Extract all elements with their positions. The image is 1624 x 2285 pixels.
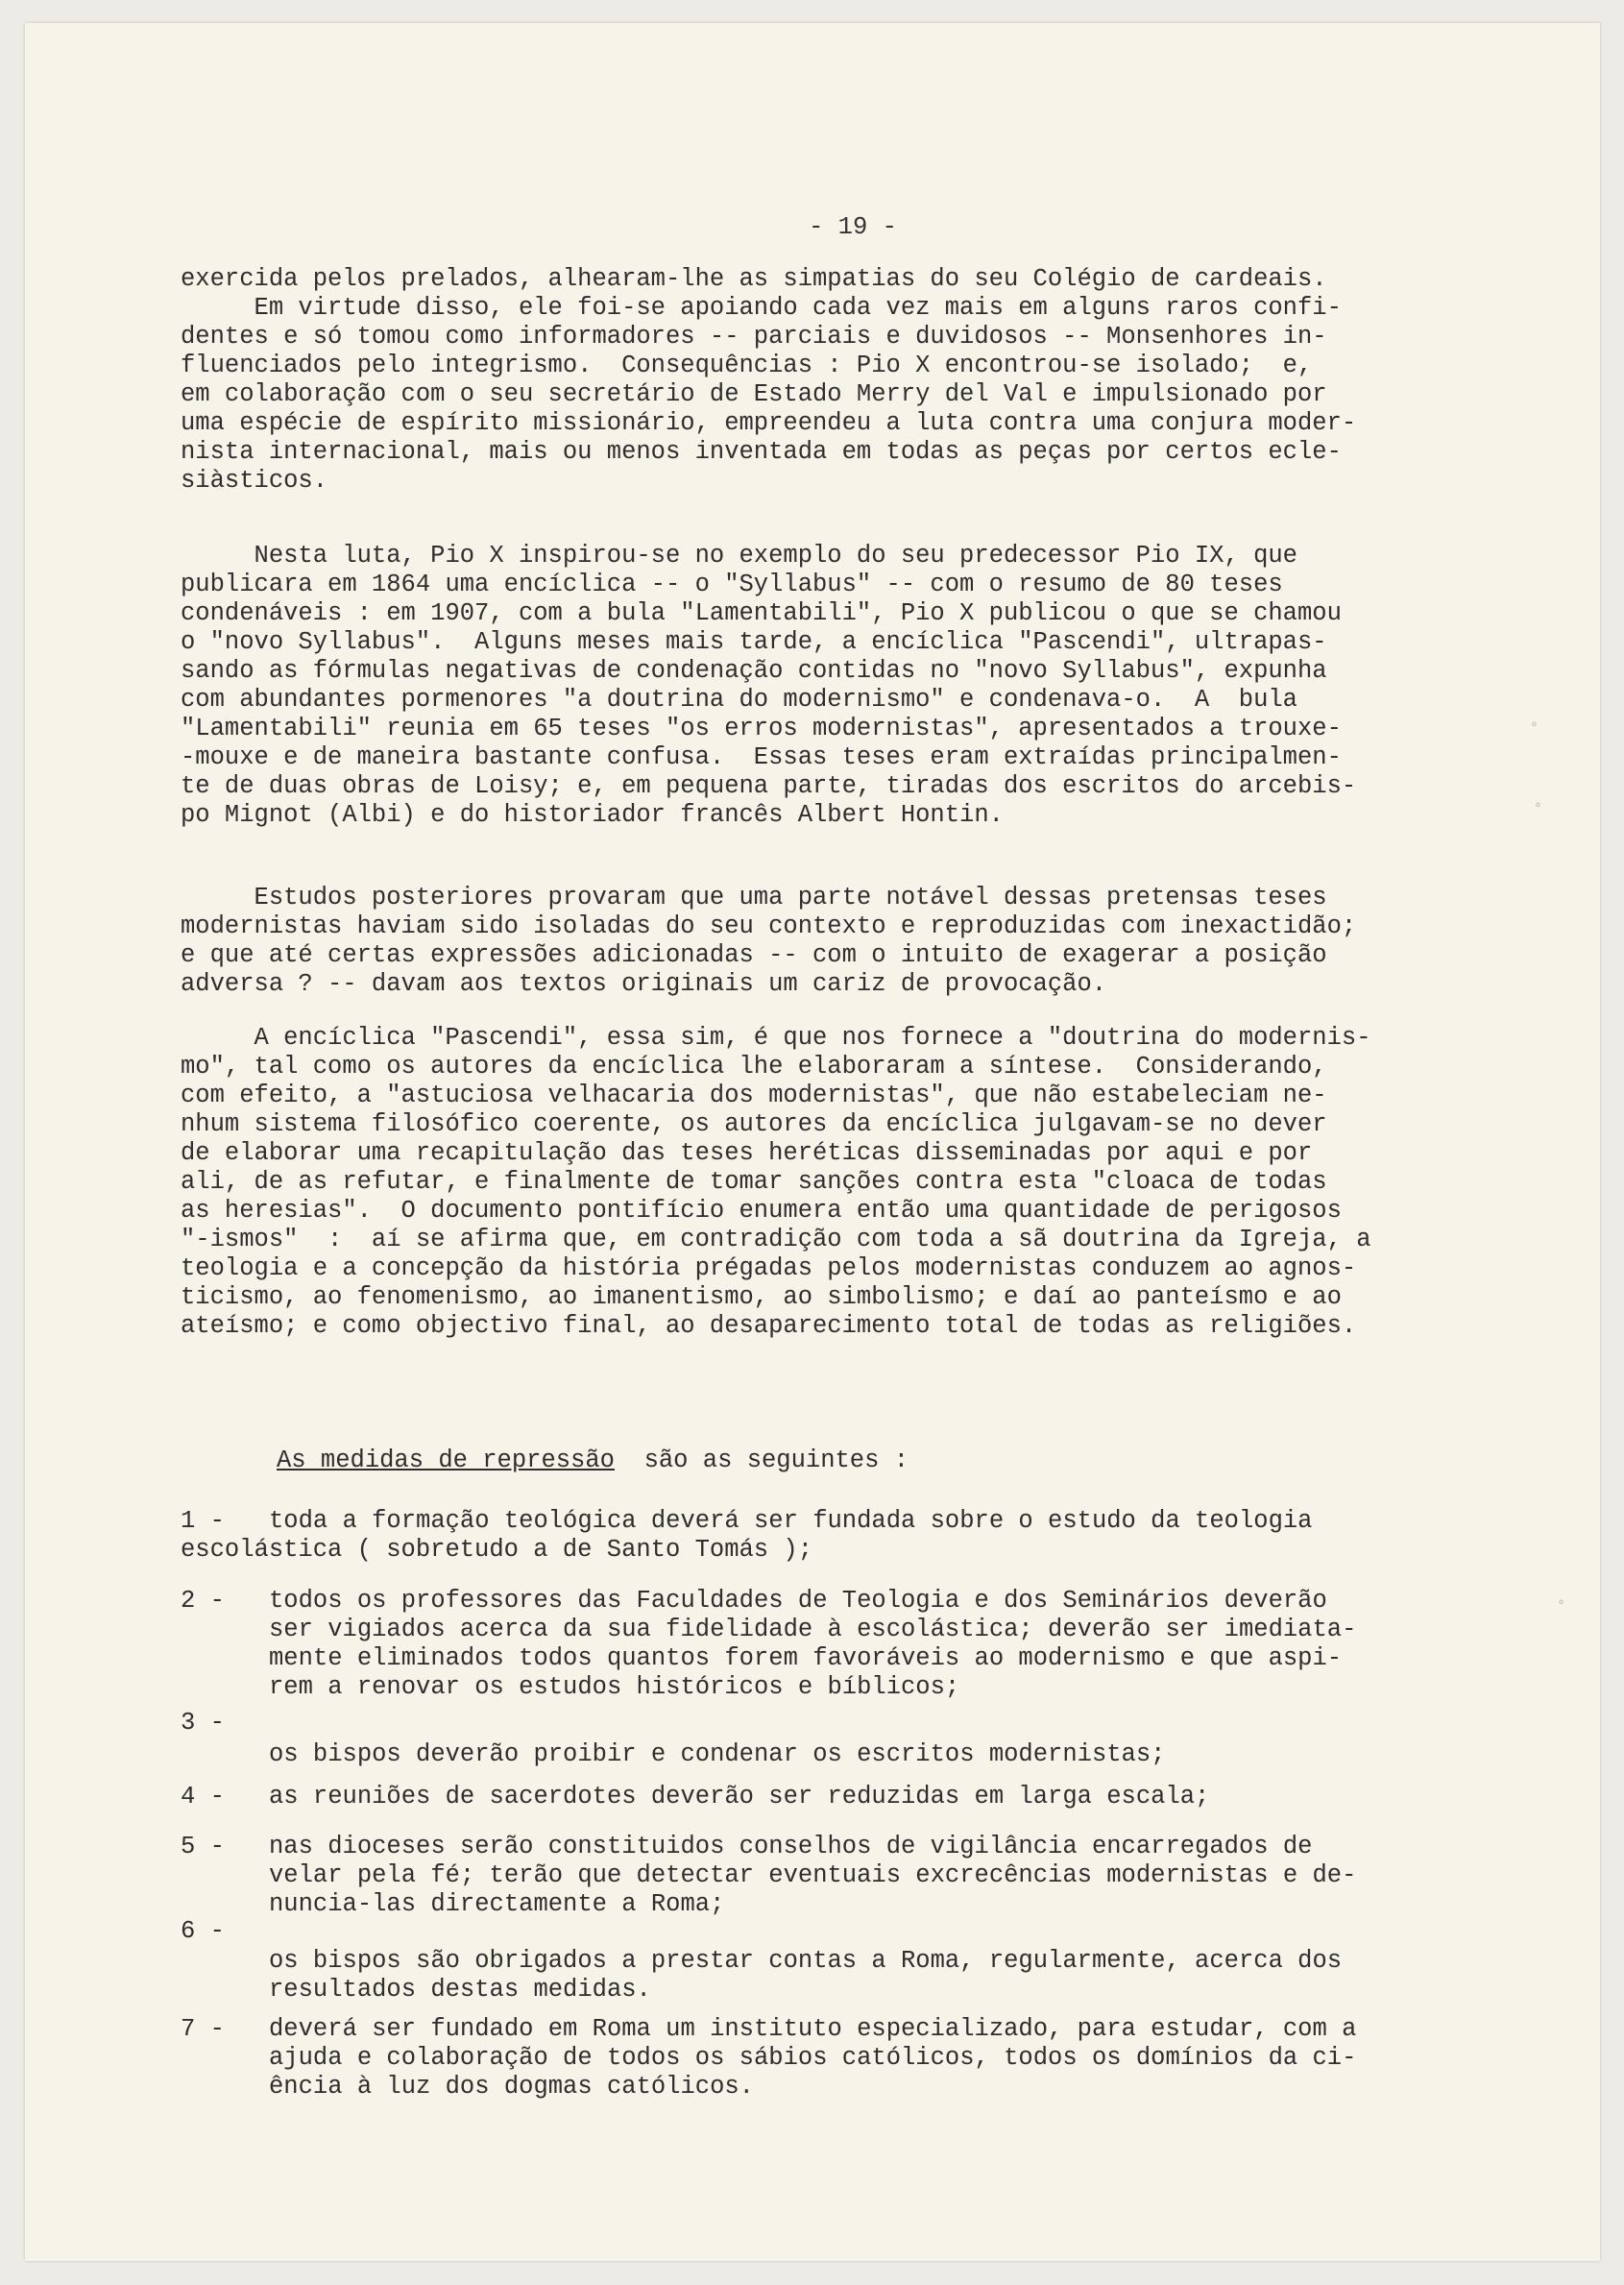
measure-number: 7 - xyxy=(181,2015,225,2043)
measure-line: nuncia-las directamente a Roma; xyxy=(269,1890,725,1918)
paragraph-line: "Lamentabili" reunia em 65 teses "os erros modernistas", apresentados a trouxe- xyxy=(181,715,1342,742)
measure-line: ência à luz dos dogmas católicos. xyxy=(269,2073,754,2101)
measures-heading-rest: são as seguintes : xyxy=(614,1446,909,1474)
paragraph-line: em colaboração com o seu secretário de Estado Merry del Val e impulsionado por xyxy=(181,380,1327,408)
measure-line: ser vigiados acerca da sua fidelidade à escolástica; deverão ser imediata- xyxy=(269,1616,1357,1643)
paragraph-line: modernistas haviam sido isoladas do seu contexto e reproduzidas com inexactidão; xyxy=(181,912,1357,940)
measure-line: os bispos deverão proibir e condenar os escritos modernistas; xyxy=(269,1740,1166,1768)
measures-heading-underlined: As medidas de repressão xyxy=(277,1446,615,1474)
measure-number: 3 - xyxy=(181,1709,225,1737)
paragraph-line: ticismo, ao fenomenismo, ao imanentismo, ao simbolismo; e daí ao panteísmo e ao xyxy=(181,1283,1342,1311)
paragraph-line: com efeito, a "astuciosa velhacaria dos modernistas", que não estabeleciam ne- xyxy=(181,1082,1327,1109)
margin-dot: ° xyxy=(1535,801,1541,816)
paragraph-line: exercida pelos prelados, alhearam-lhe as simpatias do seu Colégio de cardeais. xyxy=(181,265,1327,293)
measure-line: mente eliminados todos quantos forem favoráveis ao modernismo e que aspi- xyxy=(269,1644,1343,1672)
measure-line: todos os professores das Faculdades de Teologia e dos Seminários deverão xyxy=(269,1587,1327,1615)
measure-line: deverá ser fundado em Roma um instituto especializado, para estudar, com a xyxy=(269,2015,1357,2043)
document-page xyxy=(25,23,1600,2261)
measure-line: ajuda e colaboração de todos os sábios católicos, todos os domínios da ci- xyxy=(269,2044,1357,2072)
paragraph-line: sando as fórmulas negativas de condenação contidas no "novo Syllabus", expunha xyxy=(181,657,1327,685)
paragraph-line: de elaborar uma recapitulação das teses heréticas disseminadas por aqui e por xyxy=(181,1139,1313,1167)
paragraph-line: dentes e só tomou como informadores -- parciais e duvidosos -- Monsenhores in- xyxy=(181,323,1327,351)
measure-line: as reuniões de sacerdotes deverão ser reduzidas em larga escala; xyxy=(269,1783,1210,1811)
measure-line: toda a formação teológica deverá ser fundada sobre o estudo da teologia xyxy=(269,1507,1313,1535)
paragraph-line: as heresias". O documento pontifício enumera então uma quantidade de perigosos xyxy=(181,1197,1342,1225)
measure-number: 6 - xyxy=(181,1917,225,1945)
paragraph-line: teologia e a concepção da história prégadas pelos modernistas conduzem ao agnos- xyxy=(181,1254,1357,1282)
measures-heading xyxy=(277,1446,909,1475)
measure-line: escolástica ( sobretudo a de Santo Tomás ); xyxy=(181,1536,813,1564)
measure-number: 4 - xyxy=(181,1783,225,1811)
paragraph-line: mo", tal como os autores da encíclica lhe elaboraram a síntese. Considerando, xyxy=(181,1053,1327,1081)
paragraph-line: Em virtude disso, ele foi-se apoiando cada vez mais em alguns raros confi- xyxy=(181,294,1342,322)
paragraph-line: adversa ? -- davam aos textos originais um cariz de provocação. xyxy=(181,970,1107,998)
paragraph-line: o "novo Syllabus". Alguns meses mais tarde, a encíclica "Pascendi", ultrapas- xyxy=(181,628,1327,656)
measure-number: 1 - xyxy=(181,1507,225,1535)
measure-line: velar pela fé; terão que detectar eventuais excrecências modernistas e de- xyxy=(269,1861,1357,1889)
measure-line: rem a renovar os estudos históricos e bíblicos; xyxy=(269,1673,960,1701)
paragraph-line: uma espécie de espírito missionário, empreendeu a luta contra uma conjura moder- xyxy=(181,409,1357,437)
paragraph-line: po Mignot (Albi) e do historiador francês Albert Hontin. xyxy=(181,801,1004,829)
measure-number: 2 - xyxy=(181,1587,225,1615)
paragraph-line: "-ismos" : aí se afirma que, em contradição com toda a sã doutrina da Igreja, a xyxy=(181,1226,1371,1253)
paragraph-line: nhum sistema filosófico coerente, os autores da encíclica julgavam-se no dever xyxy=(181,1110,1327,1138)
paragraph-line: Estudos posteriores provaram que uma parte notável dessas pretensas teses xyxy=(181,884,1327,912)
measure-line: resultados destas medidas. xyxy=(269,1976,651,2004)
paragraph-line: fluenciados pelo integrismo. Consequências : Pio X encontrou-se isolado; e, xyxy=(181,352,1313,379)
measure-line: nas dioceses serão constituidos conselhos de vigilância encarregados de xyxy=(269,1833,1313,1860)
paragraph-line: Nesta luta, Pio X inspirou-se no exemplo do seu predecessor Pio IX, que xyxy=(181,542,1297,570)
page-number: - 19 - xyxy=(809,213,897,241)
paragraph-line: -mouxe e de maneira bastante confusa. Essas teses eram extraídas principalmen- xyxy=(181,743,1342,771)
paragraph-line: ali, de as refutar, e finalmente de tomar sanções contra esta "cloaca de todas xyxy=(181,1168,1327,1196)
paragraph-line: e que até certas expressões adicionadas -- com o intuito de exagerar a posição xyxy=(181,941,1327,969)
margin-dot: ° xyxy=(1531,720,1538,736)
paragraph-line: com abundantes pormenores "a doutrina do modernismo" e condenava-o. A bula xyxy=(181,686,1297,714)
measure-line: os bispos são obrigados a prestar contas a Roma, regularmente, acerca dos xyxy=(269,1947,1343,1975)
margin-dot: ° xyxy=(1558,1598,1564,1614)
paragraph-line: A encíclica "Pascendi", essa sim, é que nos fornece a "doutrina do modernis- xyxy=(181,1024,1371,1052)
paragraph-line: te de duas obras de Loisy; e, em pequena parte, tiradas dos escritos do arcebis- xyxy=(181,772,1357,800)
paragraph-line: ateísmo; e como objectivo final, ao desaparecimento total de todas as religiões. xyxy=(181,1312,1357,1340)
paragraph-line: condenáveis : em 1907, com a bula "Lamentabili", Pio X publicou o que se chamou xyxy=(181,599,1342,627)
paragraph-line: publicara em 1864 uma encíclica -- o "Syllabus" -- com o resumo de 80 teses xyxy=(181,571,1283,598)
paragraph-line: siàsticos. xyxy=(181,467,328,495)
paragraph-line: nista internacional, mais ou menos inventada em todas as peças por certos ecle- xyxy=(181,438,1342,466)
measure-number: 5 - xyxy=(181,1833,225,1860)
